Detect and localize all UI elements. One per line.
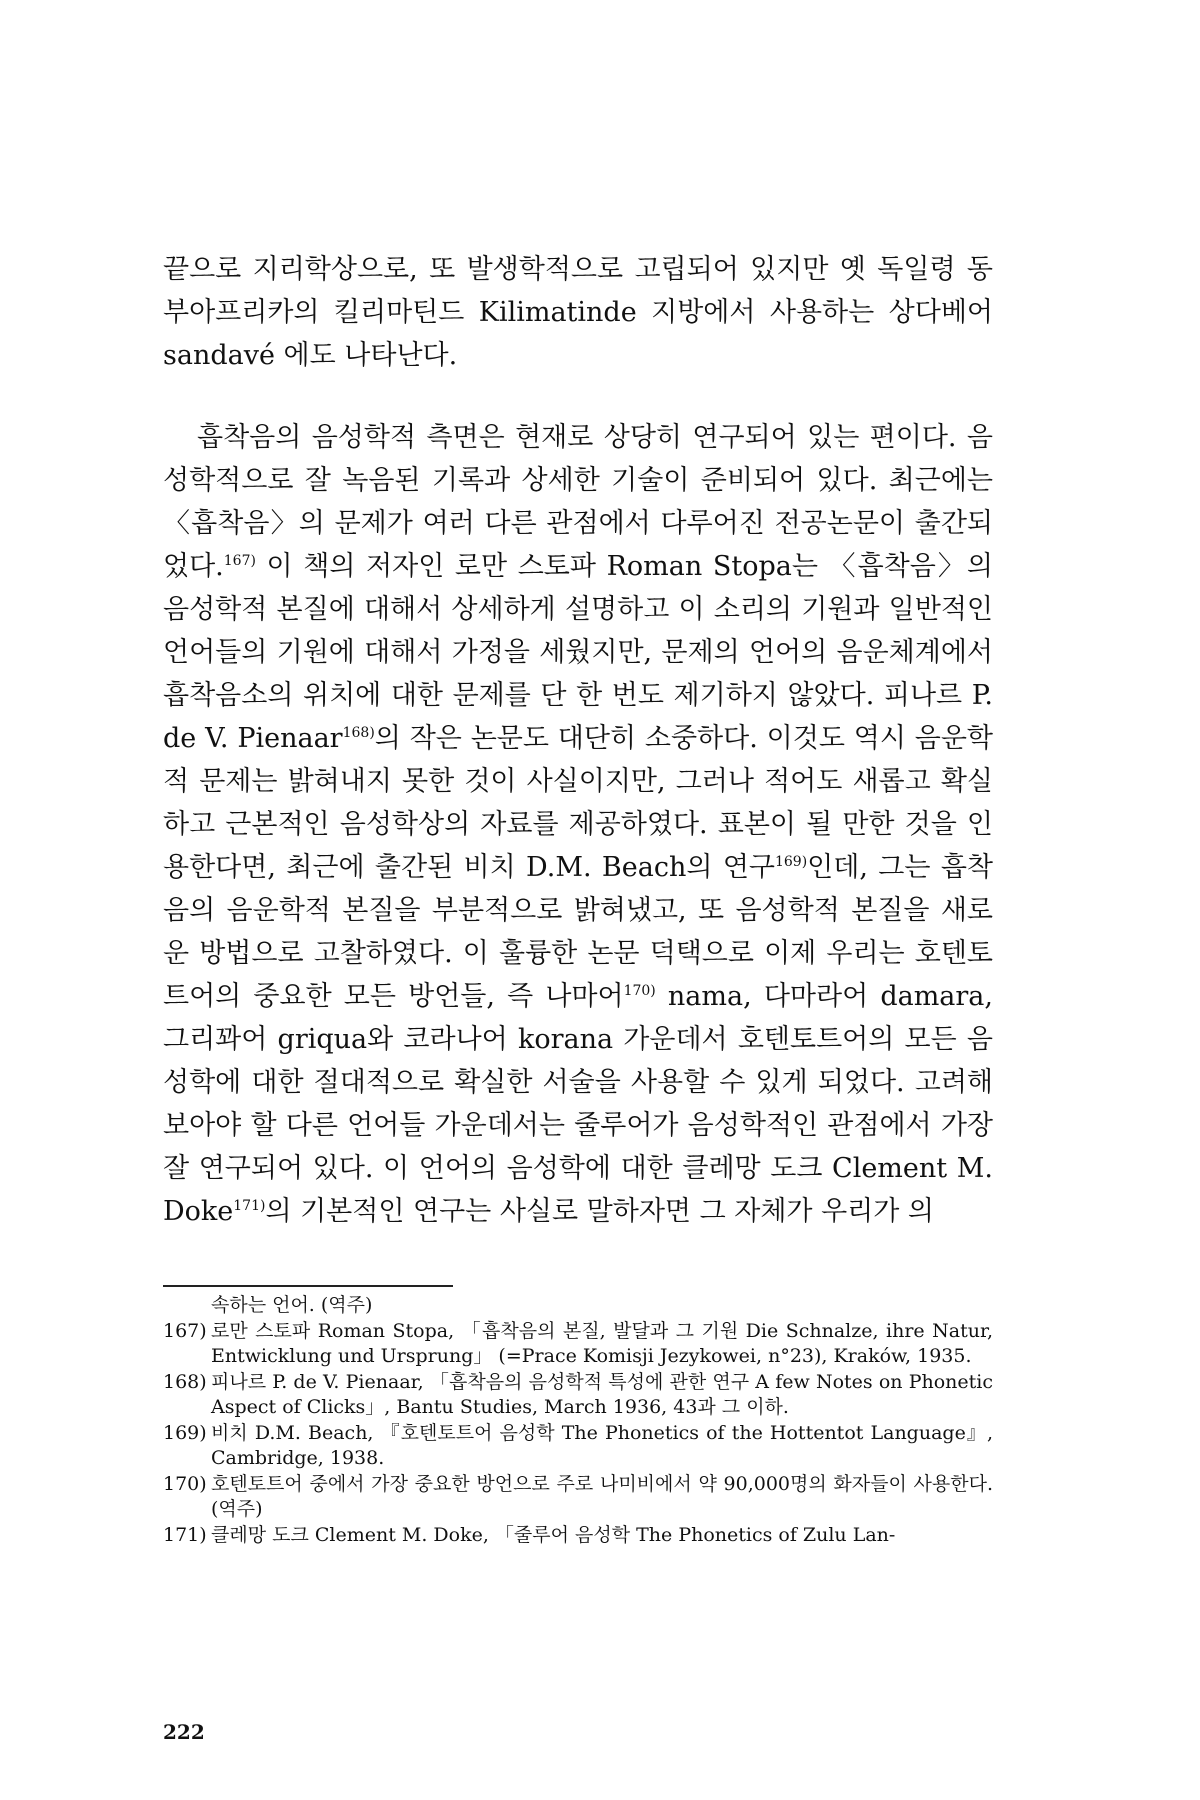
footnote-text: 호텐토트어 중에서 가장 중요한 방언으로 주로 나미비에서 약 90,000명의 화자들이 사용한다. (역주) xyxy=(211,1473,993,1520)
footnote-number: 168) xyxy=(163,1371,207,1393)
footnote-number: 169) xyxy=(163,1422,207,1444)
footnote-continuation: 속하는 언어. (역주) xyxy=(211,1294,373,1316)
footnote-169 xyxy=(163,1421,993,1471)
main-text-part-5: nama, 다마라어 damara, 그리꽈어 griqua와 코라나어 korana 가운데서 호텐토트어의 모든 음성학에 대한 절대적으로 확실한 서술을 사용할 수 있게 되었다. 고려해 보아야 할 다른 언어들 가운데서는 줄루어가 음성학적인 관점에서 가장 잘 연구되어 있다. 이 언어의 음성학에 대한 클레망 도크 Clement M. Doke xyxy=(163,981,993,1227)
main-text-part-4: 인데, 그는 흡착음의 음운학적 본질을 부분적으로 밝혀냈고, 또 음성학적 본질을 새로운 방법으로 고찰하였다. 이 훌륭한 논문 덕택으로 이제 우리는 호텐토트어의 중요한 모든 방언들, 즉 나마어 xyxy=(163,852,993,1012)
footnote-171 xyxy=(163,1523,993,1548)
main-text-part-6: 의 기본적인 연구는 사실로 말하자면 그 자체가 우리가 의 xyxy=(265,1196,934,1227)
footnote-number: 170) xyxy=(163,1473,207,1495)
footnote-167 xyxy=(163,1319,993,1369)
footnote-text: 클레망 도크 Clement M. Doke, 「줄루어 음성학 The Phonetics of Zulu Lan- xyxy=(211,1524,896,1546)
main-paragraph xyxy=(163,416,993,1233)
main-text-part-2: 이 책의 저자인 로만 스토파 Roman Stopa는 〈흡착음〉의 음성학적 본질에 대해서 상세하게 설명하고 이 소리의 기원과 일반적인 언어들의 기원에 대해서 가정을 세웠지만, 문제의 언어의 음운체계에서 흡착음소의 위치에 대한 문제를 단 한 번도 제기하지 않았다. 피나르 P. de V. Pienaar xyxy=(163,551,993,754)
footnotes-section xyxy=(163,1293,993,1549)
footnote-number: 171) xyxy=(163,1524,207,1546)
footnote-text: 피나르 P. de V. Pienaar, 「흡착음의 음성학적 특성에 관한 연구 A few Notes on Phonetic Aspect of Clicks」, Bantu Studies, March 1936, 43과 그 이하. xyxy=(211,1371,993,1418)
book-page xyxy=(163,0,993,1800)
footnote-text: 비치 D.M. Beach, 『호텐토트어 음성학 The Phonetics of the Hottentot Language』, Cambridge, 1938. xyxy=(211,1422,993,1469)
footnote-text: 로만 스토파 Roman Stopa, 「흡착음의 본질, 발달과 그 기원 Die Schnalze, ihre Natur, Entwicklung und Ursprung」 (=Prace Komisji Jezykowei, n°23), Kraków, 1935. xyxy=(211,1320,993,1367)
page-number: 222 xyxy=(163,1720,205,1744)
footnote-ref-167: 167) xyxy=(223,553,256,569)
footnote-ref-168: 168) xyxy=(342,725,375,741)
footnote-divider xyxy=(163,1285,453,1287)
footnote-ref-169: 169) xyxy=(774,854,808,870)
footnote-168 xyxy=(163,1370,993,1420)
footnote-ref-170: 170) xyxy=(623,983,656,999)
footnote-170 xyxy=(163,1472,993,1522)
footnote-ref-171: 171) xyxy=(233,1198,266,1214)
footnote-number: 167) xyxy=(163,1320,207,1342)
main-text-part-1: 흡착음의 음성학적 측면은 현재로 상당히 연구되어 있는 편이다. 음성학적으로 잘 녹음된 기록과 상세한 기술이 준비되어 있다. 최근에는 〈흡착음〉의 문제가 여러 다른 관점에서 다루어진 전공논문이 출간되었다. xyxy=(163,422,993,582)
main-text-part-3: 의 작은 논문도 대단히 소중하다. 이것도 역시 음운학적 문제는 밝혀내지 못한 것이 사실이지만, 그러나 적어도 새롭고 확실하고 근본적인 음성학상의 자료를 제공하였다. 표본이 될 만한 것을 인용한다면, 최근에 출간된 비치 D.M. Beach의 연구 xyxy=(163,723,993,883)
intro-paragraph: 끝으로 지리학상으로, 또 발생학적으로 고립되어 있지만 옛 독일령 동부아프리카의 킬리마틴드 Kilimatinde 지방에서 사용하는 상다베어 sandavé 에도 나타난다. xyxy=(163,254,993,371)
